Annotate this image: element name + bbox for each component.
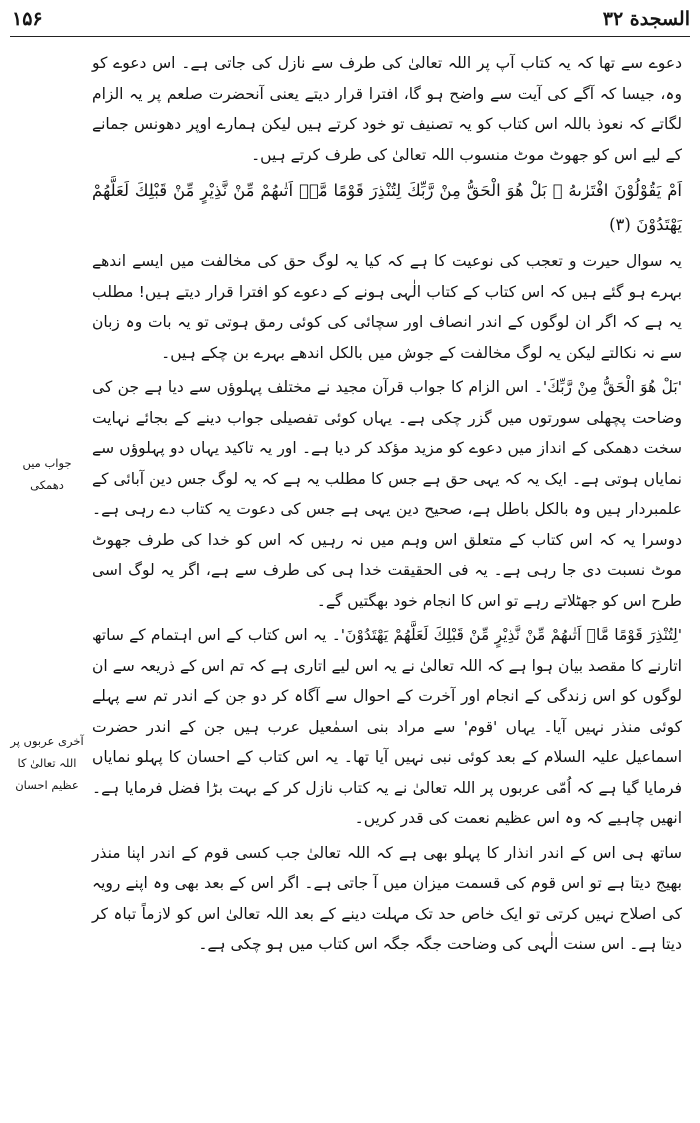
page-number: ۱۵۶ [12,8,43,30]
paragraph: دعوے سے تھا کہ یہ کتاب آپ پر اللہ تعالیٰ کی طرف سے نازل کی جاتی ہے۔ اس دعوے کو وہ، جیسا کہ آگے کی آیت سے واضح ہو گا، افترا قرار دیتے یعنی آنحضرت صلعم پر یہ الزام لگاتے کہ نعوذ باللہ اس کتاب کو یہ تصنیف تو خود کرتے ہیں لیکن ہمارے اوپر دھونس جمانے کے لیے اس کو جھوٹ موٹ منسوب اللہ تعالیٰ کی طرف کرتے ہیں۔ [92,54,682,164]
paragraph: 'لِتُنْذِرَ قَوْمًا مَّاۤ اَتٰىهُمْ مِّنْ نَّذِيْرٍ مِّنْ قَبْلِكَ لَعَلَّهُمْ يَهْتَدُوْنَ'۔ یہ اس کتاب کے اس اہتمام کے ساتھ اتارنے کا مقصد بیان ہوا ہے کہ اللہ تعالیٰ نے یہ اس لیے اتاری ہے کہ تم اس کے ذریعہ سے ان لوگوں کو اس زندگی کے انجام اور آخرت کے احوال سے آگاہ کر دو جن کے اندر تم سے پہلے کوئی منذر نہیں آیا۔ یہاں 'قوم' سے مراد بنی اسمٰعیل عرب ہیں جن کے اندر حضرت اسماعیل علیہ السلام کے بعد کوئی نبی نہیں آیا تھا۔ یہ اس کتاب کے احسان کا پہلو نمایاں فرمایا گیا ہے کہ اُمّی عربوں پر اللہ تعالیٰ نے یہ کتاب نازل کر کے بہت بڑا فضل فرمایا ہے۔ انھیں چاہیے کہ وہ اس عظیم نعمت کی قدر کریں۔ [92,626,682,827]
surah-title: السجدة ۳۲ [602,8,690,30]
margin-note-favor: آخری عربوں پر اللہ تعالیٰ کا عظیم احسان [10,734,84,792]
paragraph: ساتھ ہی اس کے اندر انذار کا پہلو بھی ہے کہ اللہ تعالیٰ جب کسی قوم کے اندر اپنا منذر بھیج دیتا ہے تو اس قوم کی قسمت میزان میں آ جاتی ہے۔ اگر اس کے بعد بھی وہ اپنے رویہ کی اصلاح نہیں کرتی تو ایک خاص حد تک مہلت دینے کے بعد اللہ تعالیٰ اس کو لازماً تباہ کر دیتا ہے۔ اس سنت الٰہی کی وضاحت جگہ جگہ اس کتاب میں ہو چکی ہے۔ [92,843,682,953]
body-text [92,48,682,964]
page-header [12,4,690,34]
quran-verse: اَمْ يَقُوْلُوْنَ افْتَرٰىهُ ۚ بَلْ هُوَ الْحَقُّ مِنْ رَّبِّكَ لِتُنْذِرَ قَوْمًا مَّاۤ اَتٰىهُمْ مِّنْ نَّذِيْرٍ مِّنْ قَبْلِكَ لَعَلَّهُمْ يَهْتَدُوْنَ (۳) [92,181,682,234]
margin-note-threat: جواب میں دھمکی [22,456,72,492]
header-divider [10,36,690,37]
paragraph: 'بَلْ هُوَ الْحَقُّ مِنْ رَّبِّكَ'۔ اس الزام کا جواب قرآن مجید نے مختلف پہلوؤں سے دیا ہے جن کی وضاحت پچھلی سورتوں میں گزر چکی ہے۔ یہاں کوئی تفصیلی جواب دینے کے بجائے نہایت سخت دھمکی کے انداز میں دعوے کو مزید مؤکد کر دیا ہے۔ اور یہ تاکید یہاں دو پہلوؤں سے نمایاں ہوتی ہے۔ ایک یہ کہ یہی حق ہے جس کا مطلب یہ ہے کہ یہ لوگ جس دین آبائی کے علمبردار ہیں وہ بالکل باطل ہے، صحیح دین یہی ہے جس کی دعوت یہ کتاب دے رہی ہے۔ دوسرا یہ کہ اس کتاب کے متعلق اس وہم میں نہ رہیں کہ اس کو خدا کی طرف جھوٹ موٹ نسبت دی جا رہی ہے۔ یہ فی الحقیقت خدا ہی کی طرف سے ہے، اگر یہ لوگ اسی طرح اس کو جھٹلاتے رہے تو اس کا انجام خود بھگتیں گے۔ [92,378,682,610]
paragraph: یہ سوال حیرت و تعجب کی نوعیت کا ہے کہ کیا یہ لوگ حق کی مخالفت میں ایسے اندھے بہرے ہو گئے ہیں کہ اس کتاب کے کتاب الٰہی ہونے کے دعوے کو افترا قرار دیتے ہیں! مطلب یہ ہے کہ اگر ان لوگوں کے اندر انصاف اور سچائی کی کوئی رمق ہوتی تو یہ بات وہ زبان سے نہ نکالتے لیکن یہ لوگ مخالفت کے جوش میں بالکل اندھے بہرے بن چکے ہیں۔ [92,252,682,362]
